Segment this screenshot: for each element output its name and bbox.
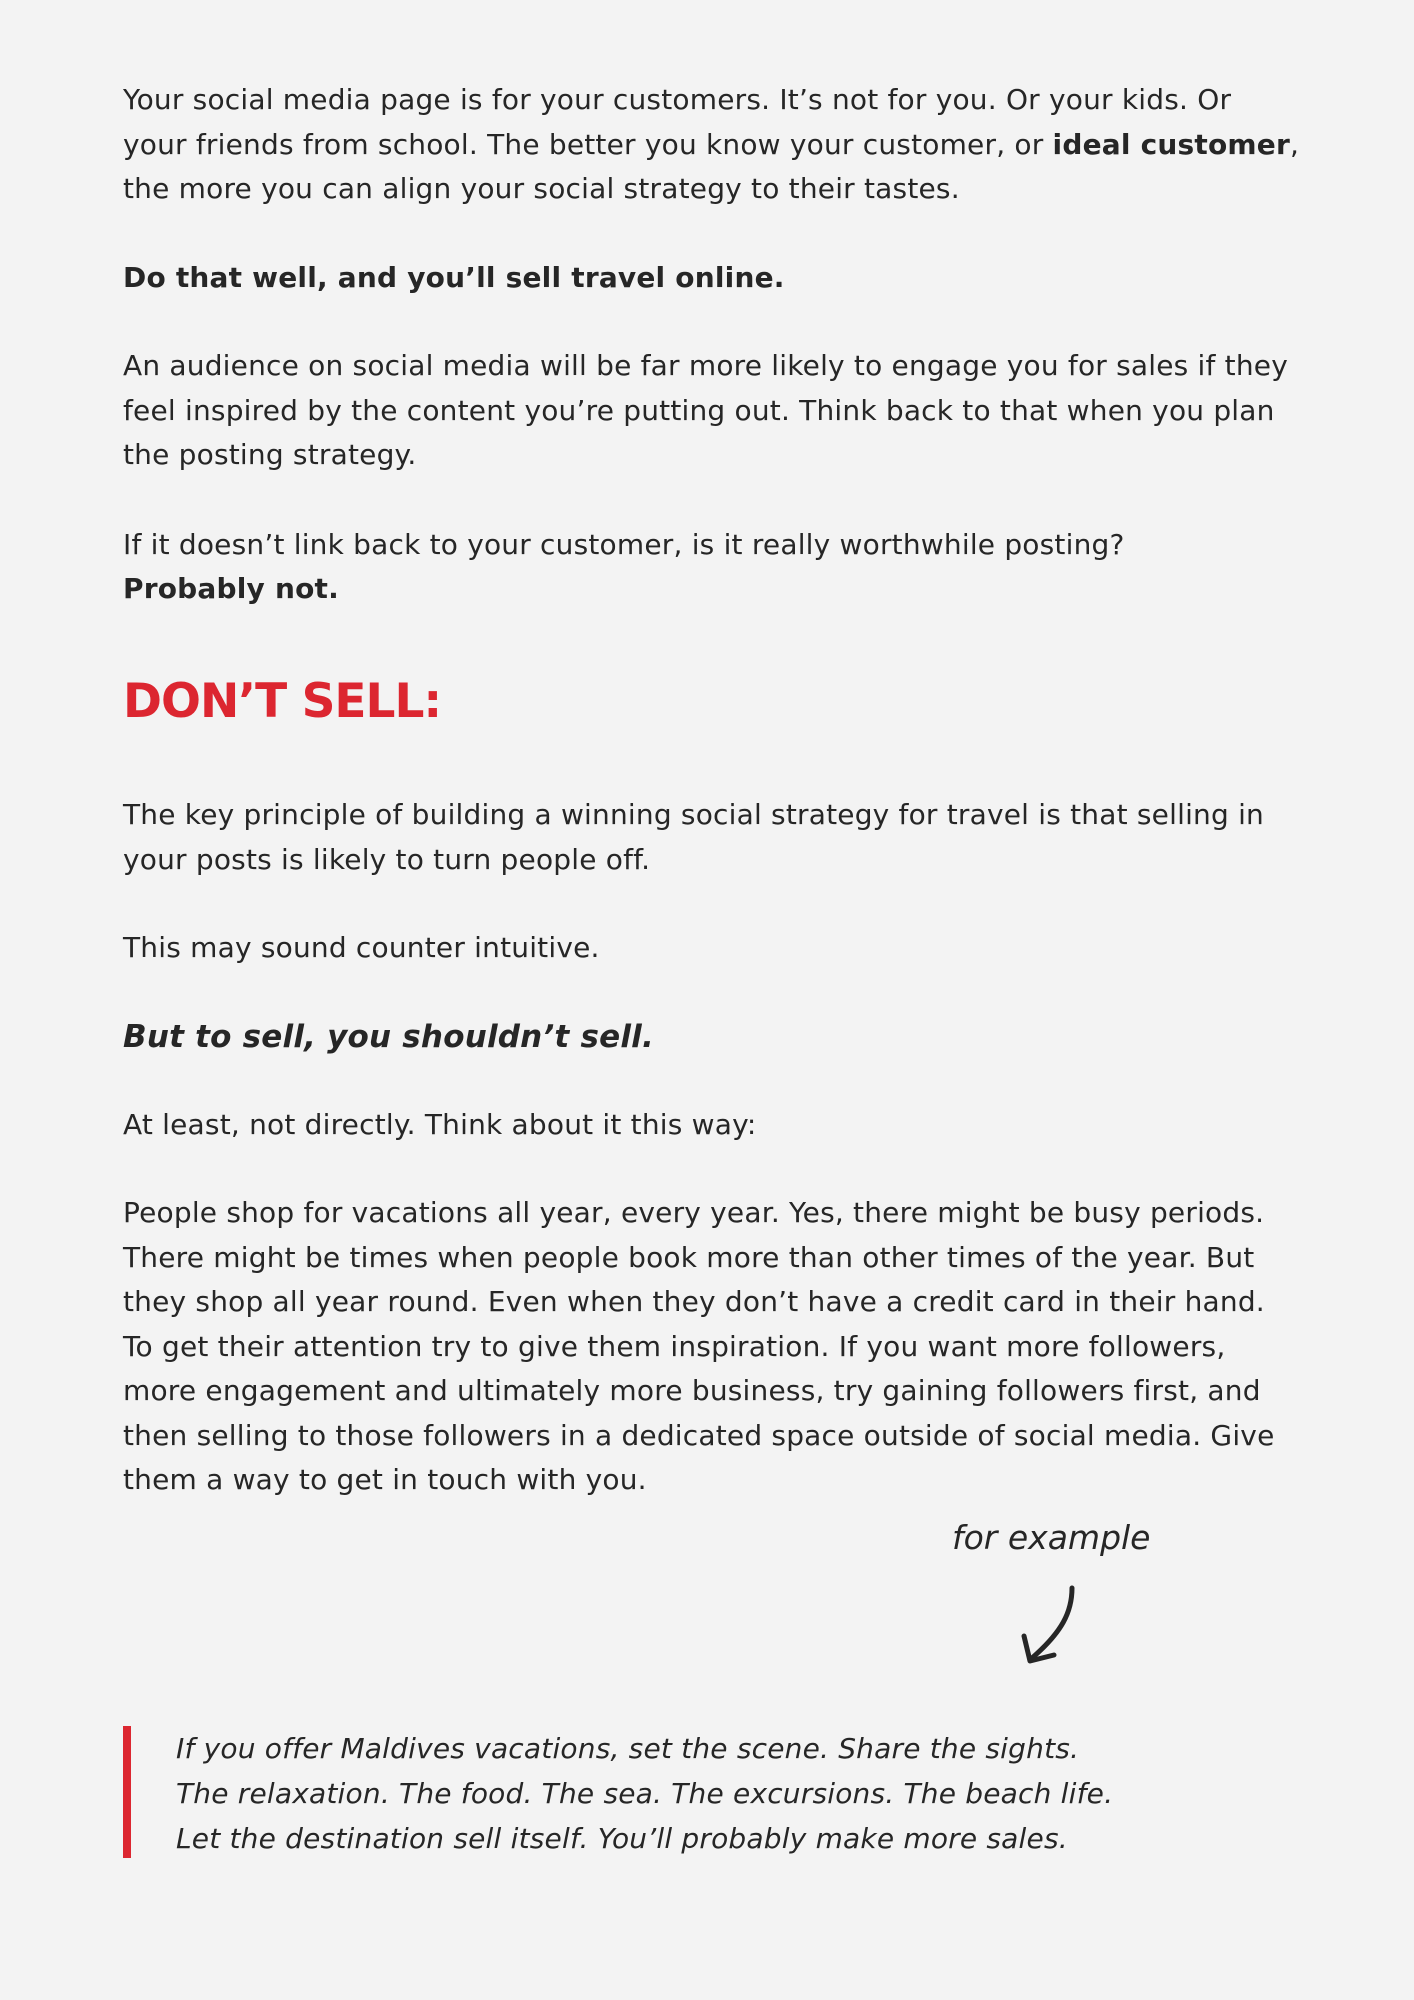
quote-line: Let the destination sell itself. You’ll probably make more sales. [176, 1822, 1068, 1855]
document-body [123, 78, 1303, 1496]
curved-arrow-icon [1010, 1582, 1100, 1672]
intro-text-continued: , the more you can align your social strategy to their tastes. [123, 127, 1300, 205]
ideal-customer-term: ideal customer [1052, 127, 1291, 161]
principle-paragraph: The key principle of building a winning social strategy for travel is that selling in your posts is likely to turn people off. [123, 798, 1264, 876]
quote-line: If you offer Maldives vacations, set the scene. Share the sights. [176, 1732, 1080, 1765]
link-back-answer: Probably not. [123, 572, 339, 605]
emphasis-line: But to sell, you shouldn’t sell. [123, 1018, 654, 1055]
link-back-question: If it doesn’t link back to your customer, is it really worthwhile posting? [123, 527, 1125, 561]
not-directly-paragraph: At least, not directly. Think about it this way: [123, 1107, 757, 1141]
link-back-paragraph [123, 523, 1303, 612]
intro-paragraph [123, 78, 1303, 212]
example-quote [123, 1726, 1231, 1858]
intro-text: Your social media page is for your customers. It’s not for you. Or your kids. Or your friends from school. The better you know your customer, or [123, 83, 1232, 161]
for-example-note: for example [952, 1518, 1151, 1557]
audience-paragraph: An audience on social media will be far more likely to engage you for sales if they feel inspired by the content you’re putting out. Think back to that when you plan the posting strategy. [123, 349, 1288, 471]
vacations-paragraph: People shop for vacations all year, every year. Yes, there might be busy periods. There might be times when people book more than other times of the year. But they shop all year round. Even when they don’t have a credit card in their hand. To get their attention try to give them inspiration. If you want more followers, more engagement and ultimately more business, try gaining followers first, and then selling to those followers in a dedicated space outside of social media. Give them a way to get in touch with you. [123, 1196, 1275, 1496]
quote-line: The relaxation. The food. The sea. The excursions. The beach life. [176, 1777, 1114, 1810]
section-body [123, 793, 1303, 1503]
section-heading: DON’T SELL: [123, 674, 442, 729]
callout-text: Do that well, and you’ll sell travel online. [123, 260, 785, 294]
callout-sell-online [123, 256, 1303, 301]
counter-intuitive-paragraph: This may sound counter intuitive. [123, 931, 600, 964]
